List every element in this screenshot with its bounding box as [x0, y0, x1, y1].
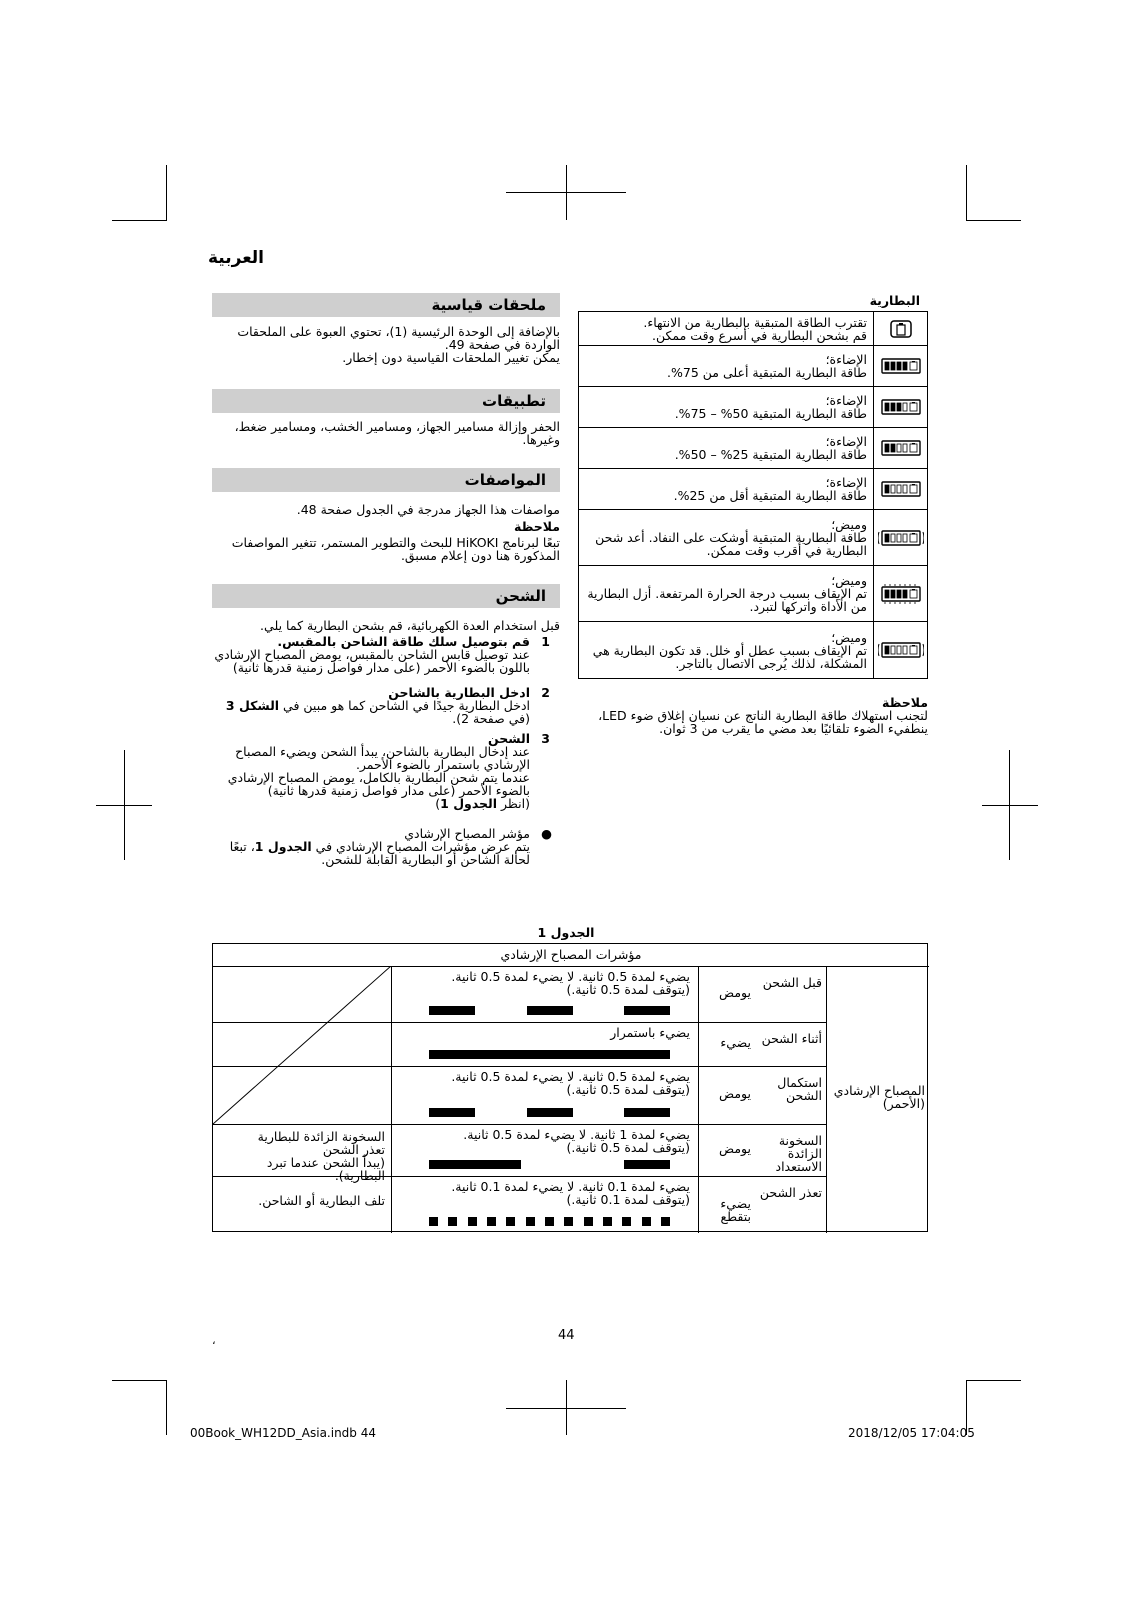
- state-label: تعذر الشحن: [759, 1185, 822, 1200]
- step-text: ادخل البطارية جيدًا في الشاحن كما هو مبين في الشكل 3 (في صفحة 2).: [225, 698, 530, 726]
- language-title: العربية: [207, 248, 264, 268]
- charging-step-1: [212, 635, 560, 674]
- table-rule: [213, 1124, 826, 1125]
- crop-mark: [966, 220, 1021, 221]
- footer-date: 2018/12/05 17:04:05: [848, 1426, 975, 1440]
- lamp-on-segment: [624, 1006, 670, 1015]
- accessories-text-2: يمكن تغيير الملحقات القياسية دون إخطار.: [342, 350, 560, 365]
- battery-4-bars-icon: [878, 356, 924, 376]
- battery-icon-cell: [873, 387, 927, 427]
- battery-row: [579, 387, 927, 428]
- battery-empty-icon: [878, 319, 924, 339]
- battery-row-text: [579, 566, 873, 621]
- lamp-on-segment: [468, 1217, 477, 1226]
- charging-step-3: [212, 732, 560, 810]
- battery-icon-cell: [873, 346, 927, 386]
- mode-label: يضيء: [720, 1035, 751, 1050]
- battery-fault-icon: [878, 640, 924, 660]
- applications-text: الحفر وإزالة مسامير الجهاز، ومسامير الخشب، ومسامير ضغط، وغيرها.: [234, 419, 560, 447]
- battery-blink-1-icon: [878, 528, 924, 548]
- battery-row: [579, 428, 927, 469]
- battery-row-text: [579, 469, 873, 509]
- state-note: تعذر الشحن: [322, 1142, 385, 1157]
- pattern-description: يضيء باستمرار: [610, 1025, 690, 1040]
- lamp-on-segment: [429, 1108, 475, 1117]
- battery-1-bar-icon: [878, 479, 924, 499]
- lamp-on-segment: [429, 1006, 475, 1015]
- step-number: 3: [541, 731, 550, 746]
- lamp-on-segment: [429, 1160, 521, 1169]
- pattern-description: (يتوقف لمدة 0.5 ثانية.): [566, 1082, 690, 1097]
- battery-icon-cell: [873, 428, 927, 468]
- charging-intro: قبل استخدام العدة الكهربائية، قم بشحن البطارية كما يلي.: [260, 618, 560, 633]
- crop-mark: [112, 1380, 167, 1381]
- battery-note-label: ملاحظة: [882, 695, 928, 710]
- lamp-on-segment: [506, 1217, 515, 1226]
- lamp-on-segment: [487, 1217, 496, 1226]
- bullet-title: مؤشر المصباح الإرشادي: [404, 826, 530, 841]
- battery-2-bars-icon: [878, 438, 924, 458]
- table-rule: [391, 966, 392, 1233]
- lamp-on-segment: [642, 1217, 651, 1226]
- table-rule: [698, 966, 699, 1233]
- battery-row: [579, 469, 927, 510]
- lamp-on-segment: [622, 1217, 631, 1226]
- lamp-label: المصباح الإرشادي (الأحمر): [833, 1083, 925, 1111]
- lamp-pattern: [429, 1217, 670, 1226]
- battery-icon-cell: [873, 312, 927, 345]
- battery-note-text: لتجنب استهلاك طاقة البطارية الناتج عن نسيان إغلاق ضوء LED، ينطفيء الضوء تلقائيًا بعد مضي ما يقرب من 3 ثوان.: [598, 708, 928, 736]
- battery-row-line: طاقة البطارية المتبقية أقل من 25%.: [673, 488, 867, 503]
- battery-row-line: الإضاءة؛: [825, 475, 867, 490]
- step-text: عند توصيل قابس الشاحن بالمقبس، يومض المصباح الإرشادي باللون بالضوء الأحمر (على مدار فواصل زمنية قدرها ثانية): [214, 647, 530, 675]
- battery-row: [579, 510, 927, 566]
- step-title: قم بتوصيل سلك طاقة الشاحن بالمقبس.: [277, 634, 530, 649]
- step-text-3: (انظر الجدول 1): [435, 796, 530, 811]
- lamp-pattern: [429, 1050, 670, 1059]
- footer-file: 00Book_WH12DD_Asia.indb 44: [190, 1426, 376, 1440]
- table1-header: مؤشرات المصباح الإرشادي: [500, 947, 642, 962]
- crop-mark: [966, 165, 967, 220]
- battery-label: البطارية: [869, 293, 920, 308]
- state-label: السخونة الزائدة الاستعداد: [775, 1133, 822, 1174]
- pattern-description: يضيء لمدة 0.1 ثانية. لا يضيء لمدة 0.1 ثانية.: [451, 1179, 690, 1194]
- battery-row: [579, 346, 927, 387]
- battery-icon-cell: [873, 566, 927, 621]
- battery-row-text: [579, 622, 873, 678]
- lamp-on-segment: [661, 1217, 670, 1226]
- lamp-on-segment: [603, 1217, 612, 1226]
- table1-title: الجدول 1: [537, 925, 595, 940]
- lamp-on-segment: [624, 1108, 670, 1117]
- battery-row-line: تم الإيقاف بسبب عطل أو خلل. قد تكون البطارية هي المشكلة، لذلك يُرجى الاتصال بالتاجر.: [592, 642, 867, 671]
- lamp-on-segment: [584, 1217, 593, 1226]
- table1: [212, 943, 928, 1232]
- battery-icon-cell: [873, 622, 927, 678]
- accessories-heading: ملحقات قياسية: [212, 293, 560, 317]
- lamp-on-segment: [526, 1217, 535, 1226]
- battery-row-line: وميض؛: [831, 573, 867, 588]
- lamp-pattern: [429, 1108, 670, 1117]
- pattern-description: يضيء لمدة 1 ثانية. لا يضيء لمدة 0.5 ثانية.: [463, 1127, 690, 1142]
- mode-label: يومض: [719, 1086, 751, 1101]
- crop-mark: [166, 1380, 167, 1435]
- crop-mark: [966, 1380, 1021, 1381]
- battery-row-line: تقترب الطاقة المتبقية بالبطارية من الانتهاء.: [643, 314, 867, 330]
- battery-row-line: وميض؛: [831, 629, 867, 645]
- battery-row-line: قم بشحن البطارية في أسرع وقت ممكن.: [652, 327, 867, 343]
- accessories-text-1: بالإضافة إلى الوحدة الرئيسية (1)، تحتوي العبوة على الملحقات الواردة في صفحة 49.: [237, 324, 560, 352]
- battery-row-line: طاقة البطارية المتبقية أعلى من 75%.: [667, 365, 867, 380]
- lamp-pattern: [429, 1006, 670, 1015]
- battery-3-bars-icon: [878, 397, 924, 417]
- battery-row: [579, 312, 927, 346]
- footer-mark: ،: [212, 1334, 216, 1347]
- lamp-pattern: [429, 1160, 670, 1169]
- lamp-on-segment: [429, 1050, 670, 1059]
- specifications-heading: المواصفات: [212, 468, 560, 492]
- pattern-description: (يتوقف لمدة 0.5 ثانية.): [566, 1140, 690, 1155]
- battery-row-line: تم الإيقاف بسبب درجة الحرارة المرتفعة. أزل البطارية من الأداة واتركها لتبرد.: [587, 586, 867, 614]
- battery-row-text: [579, 428, 873, 468]
- battery-row-line: الإضاءة؛: [825, 393, 867, 408]
- accessories-text: [212, 325, 560, 364]
- state-note: السخونة الزائدة للبطارية: [257, 1129, 385, 1144]
- charging-bullet: [212, 827, 560, 866]
- battery-row-text: [579, 346, 873, 386]
- step-text-2: عندما يتم شحن البطارية بالكامل، يومض المصباح الإرشادي بالضوء الأحمر (على مدار فواصل زمنية قدرها ثانية): [227, 770, 530, 798]
- pattern-description: (يتوقف لمدة 0.5 ثانية.): [566, 982, 690, 997]
- applications-heading: تطبيقات: [212, 389, 560, 413]
- battery-indicator-table: [578, 311, 928, 679]
- battery-hot-icon: [878, 584, 924, 604]
- mode-label: يضيء بتقطع: [720, 1195, 751, 1224]
- registration-mark: [506, 1408, 626, 1409]
- lamp-on-segment: [624, 1160, 670, 1169]
- battery-row-text: [579, 387, 873, 427]
- state-note: (يبدأ الشحن عندما تبرد البطارية).: [266, 1155, 385, 1183]
- pattern-description: يضيء لمدة 0.5 ثانية. لا يضيء لمدة 0.5 ثانية.: [451, 1069, 690, 1084]
- battery-note: [578, 696, 928, 735]
- pattern-description: (يتوقف لمدة 0.1 ثانية.): [566, 1192, 690, 1207]
- step-title: الشحن: [488, 731, 530, 746]
- charging-heading: الشحن: [212, 584, 560, 608]
- lamp-on-segment: [564, 1217, 573, 1226]
- battery-row-line: طاقة البطارية المتبقية أوشكت على النفاد. أعد شحن البطارية في أقرب وقت ممكن.: [595, 530, 867, 558]
- state-label: استكمال الشحن: [777, 1075, 822, 1103]
- registration-mark: [506, 192, 626, 193]
- charging-step-2: [212, 686, 560, 725]
- specifications-note-label: ملاحظة: [514, 519, 560, 534]
- mode-label: يومض: [719, 985, 751, 1000]
- lamp-on-segment: [429, 1217, 438, 1226]
- step-number: 2: [541, 685, 550, 700]
- specifications-text: مواصفات هذا الجهاز مدرجة في الجدول صفحة 48.: [296, 502, 560, 517]
- state-note: تلف البطارية أو الشاحن.: [258, 1193, 385, 1208]
- registration-mark: [982, 805, 1038, 806]
- state-label: أثناء الشحن: [761, 1031, 822, 1046]
- pattern-description: يضيء لمدة 0.5 ثانية. لا يضيء لمدة 0.5 ثانية.: [451, 969, 690, 984]
- lamp-on-segment: [527, 1108, 573, 1117]
- page-number: 44: [558, 1328, 575, 1343]
- lamp-on-segment: [448, 1217, 457, 1226]
- step-text: عند إدخال البطارية بالشاحن، يبدأ الشحن ويضيء المصباح الإرشادي باستمرار بالضوء الأحمر.: [235, 744, 530, 772]
- bullet-icon: ●: [541, 826, 552, 841]
- registration-mark: [96, 805, 152, 806]
- lamp-on-segment: [527, 1006, 573, 1015]
- empty-cell-diagonal: [213, 966, 391, 1124]
- battery-row-text: [579, 312, 873, 345]
- battery-icon-cell: [873, 469, 927, 509]
- crop-mark: [112, 220, 167, 221]
- lamp-on-segment: [545, 1217, 554, 1226]
- state-label: قبل الشحن: [762, 975, 822, 990]
- battery-row-line: الإضاءة؛: [825, 434, 867, 449]
- battery-row-line: وميض؛: [831, 517, 867, 532]
- step-title: ادخل البطارية بالشاحن: [388, 685, 530, 700]
- step-number: 1: [541, 634, 550, 649]
- battery-row-line: طاقة البطارية المتبقية 25% – 50%.: [674, 447, 867, 462]
- table-rule: [826, 966, 827, 1233]
- battery-icon-cell: [873, 510, 927, 565]
- bullet-text: يتم عرض مؤشرات المصباح الإرشادي في الجدول 1، تبعًا لحالة الشاحن أو البطارية القابلة للشحن.: [229, 839, 530, 867]
- battery-row-line: الإضاءة؛: [825, 352, 867, 367]
- specifications-note: تبعًا لبرنامج HiKOKI للبحث والتطوير المستمر، تتغير المواصفات المذكورة هنا دون إعلام مسبق.: [231, 535, 560, 563]
- battery-row-text: [579, 510, 873, 565]
- crop-mark: [166, 165, 167, 220]
- battery-row: [579, 622, 927, 678]
- mode-label: يومض: [719, 1141, 751, 1156]
- battery-row: [579, 566, 927, 622]
- battery-row-line: طاقة البطارية المتبقية 50% – 75%.: [674, 406, 867, 421]
